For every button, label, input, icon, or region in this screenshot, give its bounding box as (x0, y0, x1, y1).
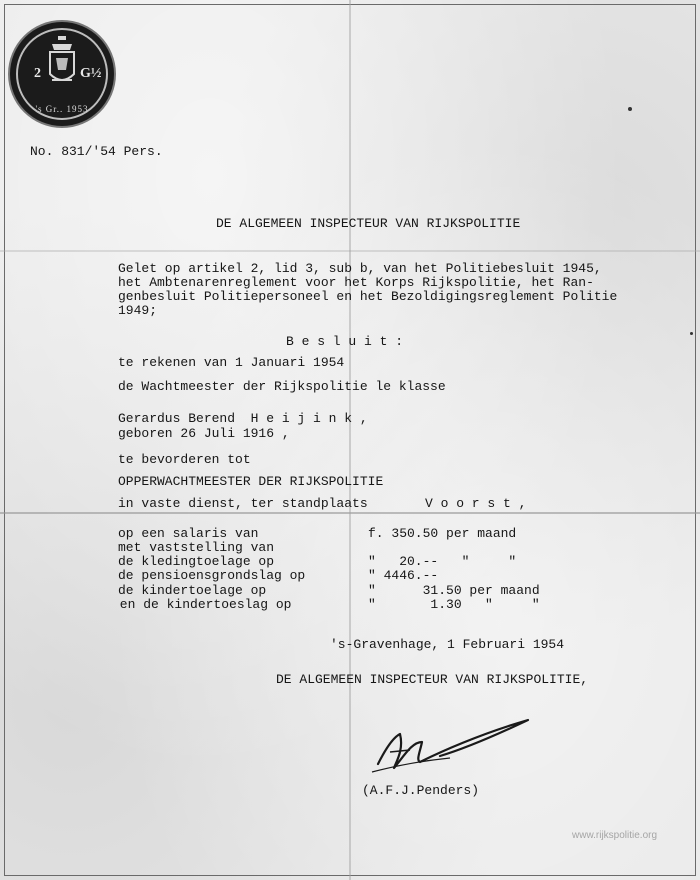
salary-label: op een salaris van (118, 526, 259, 541)
salary-value: " 1.30 " " (368, 597, 540, 612)
salary-label: en de kindertoeslag op (112, 597, 292, 612)
reference-number: No. 831/'54 Pers. (30, 144, 163, 159)
watermark-url: www.rijkspolitie.org (572, 830, 658, 841)
stamp-value-left: 2 (34, 66, 41, 81)
ink-speck (690, 332, 693, 335)
salary-value: " 4446.-- (368, 568, 439, 583)
salary-value: f. 350.50 per maand (368, 526, 517, 541)
stamp-place-year: 's Gr.. 1953 (35, 104, 89, 114)
ink-speck (628, 107, 632, 111)
fold-line-vertical (349, 0, 351, 880)
service-prefix: in vaste dienst, ter standplaats (118, 496, 368, 511)
handwritten-signature (370, 712, 540, 782)
officer-name: Gerardus Berend H e i j i n k , (118, 411, 368, 426)
salary-label: de kindertoelage op (118, 583, 267, 598)
current-rank: de Wachtmeester der Rijkspolitie le klasse (118, 379, 446, 394)
salary-label: de kledingtoelage op (118, 554, 275, 569)
closing-title: DE ALGEMEEN INSPECTEUR VAN RIJKSPOLITIE, (276, 672, 589, 687)
preamble-line: 1949; (118, 303, 158, 318)
salary-value: " 31.50 per maand (368, 583, 540, 598)
revenue-stamp (10, 22, 114, 126)
salary-label: met vaststelling van (118, 540, 275, 555)
station-name: V o o r s t , (425, 496, 527, 511)
preamble-line: Gelet op artikel 2, lid 3, sub b, van het Politiebesluit 1945, (118, 261, 602, 276)
effective-date: te rekenen van 1 Januari 1954 (118, 355, 345, 370)
document-heading: DE ALGEMEEN INSPECTEUR VAN RIJKSPOLITIE (216, 216, 521, 231)
preamble-line: genbesluit Politiepersoneel en het Bezoldigingsreglement Politie (118, 289, 618, 304)
stamp-value-right: G½ (80, 66, 102, 81)
new-rank: OPPERWACHTMEESTER DER RIJKSPOLITIE (118, 474, 384, 489)
besluit-heading: B e s l u i t : (286, 334, 404, 349)
promotion-phrase: te bevorderen tot (118, 452, 251, 467)
place-date: 's-Gravenhage, 1 Februari 1954 (330, 637, 565, 652)
coat-of-arms-icon (46, 36, 78, 96)
birth-date: geboren 26 Juli 1916 , (118, 426, 290, 441)
salary-label: de pensioensgrondslag op (118, 568, 306, 583)
signatory-name: (A.F.J.Penders) (362, 783, 480, 798)
preamble-line: het Ambtenarenreglement voor het Korps Rijkspolitie, het Ran- (118, 275, 594, 290)
salary-value: " 20.-- " " (368, 554, 517, 569)
